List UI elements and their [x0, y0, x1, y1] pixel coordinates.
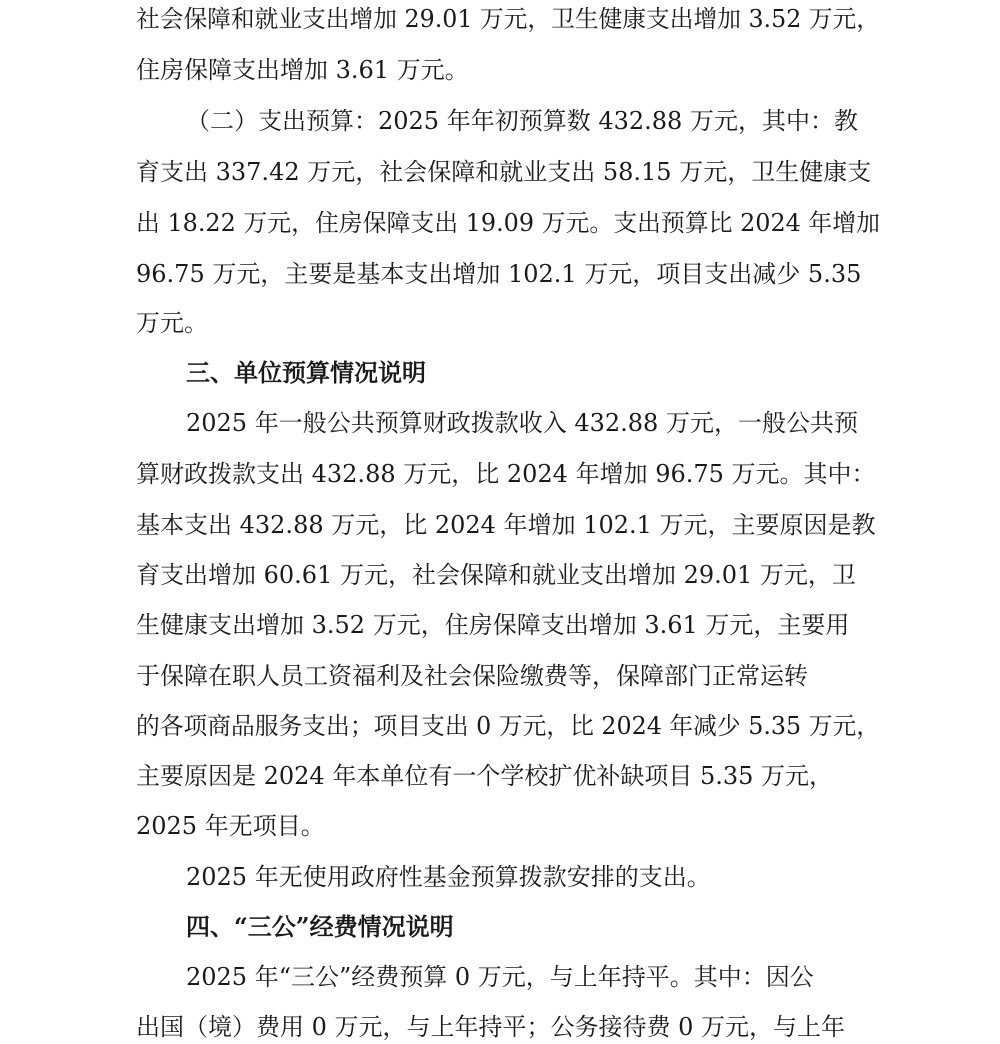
paragraph-line	[136, 809, 325, 843]
text-line-15: 的各项商品服务支出；项目支出 0 万元，比 2024 年减少 5.35 万元，	[136, 712, 880, 740]
section-heading	[186, 910, 454, 944]
text-line-5: 出 18.22 万元，住房保障支出 19.09 万元。支出预算比 2024 年增加	[136, 209, 881, 237]
text-line-17: 2025 年无项目。	[136, 812, 325, 840]
text-line-12: 育支出增加 60.61 万元，社会保障和就业支出增加 29.01 万元，卫	[136, 561, 856, 589]
paragraph-line	[186, 104, 858, 138]
text-line-2: 住房保障支出增加 3.61 万元。	[136, 56, 469, 84]
text-line-11: 基本支出 432.88 万元，比 2024 年增加 102.1 万元，主要原因是教	[136, 511, 876, 539]
text-line-3: （二）支出预算：2025 年年初预算数 432.88 万元，其中：教	[186, 107, 858, 135]
paragraph-line	[186, 406, 858, 440]
text-line-18: 2025 年无使用政府性基金预算拨款安排的支出。	[186, 863, 711, 891]
heading-three-public: 四、“三公”经费情况说明	[186, 912, 454, 941]
paragraph-line	[136, 1010, 845, 1044]
text-line-4: 育支出 337.42 万元，社会保障和就业支出 58.15 万元，卫生健康支	[136, 158, 872, 186]
text-line-1: 社会保障和就业支出增加 29.01 万元，卫生健康支出增加 3.52 万元，	[136, 5, 881, 33]
text-line-20: 2025 年“三公”经费预算 0 万元，与上年持平。其中：因公	[186, 963, 814, 991]
text-line-7: 万元。	[136, 309, 208, 337]
paragraph-line	[186, 860, 711, 894]
section-heading	[186, 356, 426, 390]
paragraph-line	[136, 2, 880, 36]
text-line-13: 生健康支出增加 3.52 万元，住房保障支出增加 3.61 万元，主要用	[136, 611, 850, 639]
text-line-6: 96.75 万元，主要是基本支出增加 102.1 万元，项目支出减少 5.35	[136, 260, 862, 288]
paragraph-line	[136, 53, 469, 87]
paragraph-line	[136, 306, 208, 340]
text-line-14: 于保障在职人员工资福利及社会保险缴费等，保障部门正常运转	[136, 662, 808, 690]
paragraph-line	[136, 759, 833, 793]
text-line-10: 算财政拨款支出 432.88 万元，比 2024 年增加 96.75 万元。其中：	[136, 460, 876, 488]
text-line-21: 出国（境）费用 0 万元，与上年持平；公务接待费 0 万元，与上年	[136, 1013, 846, 1041]
paragraph-line	[136, 508, 876, 542]
paragraph-line	[136, 206, 884, 240]
paragraph-line	[136, 709, 888, 743]
text-line-16: 主要原因是 2024 年本单位有一个学校扩优补缺项目 5.35 万元，	[136, 762, 834, 790]
paragraph-line	[136, 155, 871, 189]
paragraph-line	[136, 659, 808, 693]
text-line-9: 2025 年一般公共预算财政拨款收入 432.88 万元，一般公共预	[186, 409, 858, 437]
paragraph-line	[136, 558, 856, 592]
paragraph-line	[186, 960, 814, 994]
heading-unit-budget: 三、单位预算情况说明	[186, 358, 426, 387]
paragraph-line	[136, 257, 861, 291]
paragraph-line	[136, 608, 849, 642]
paragraph-line	[136, 457, 876, 491]
